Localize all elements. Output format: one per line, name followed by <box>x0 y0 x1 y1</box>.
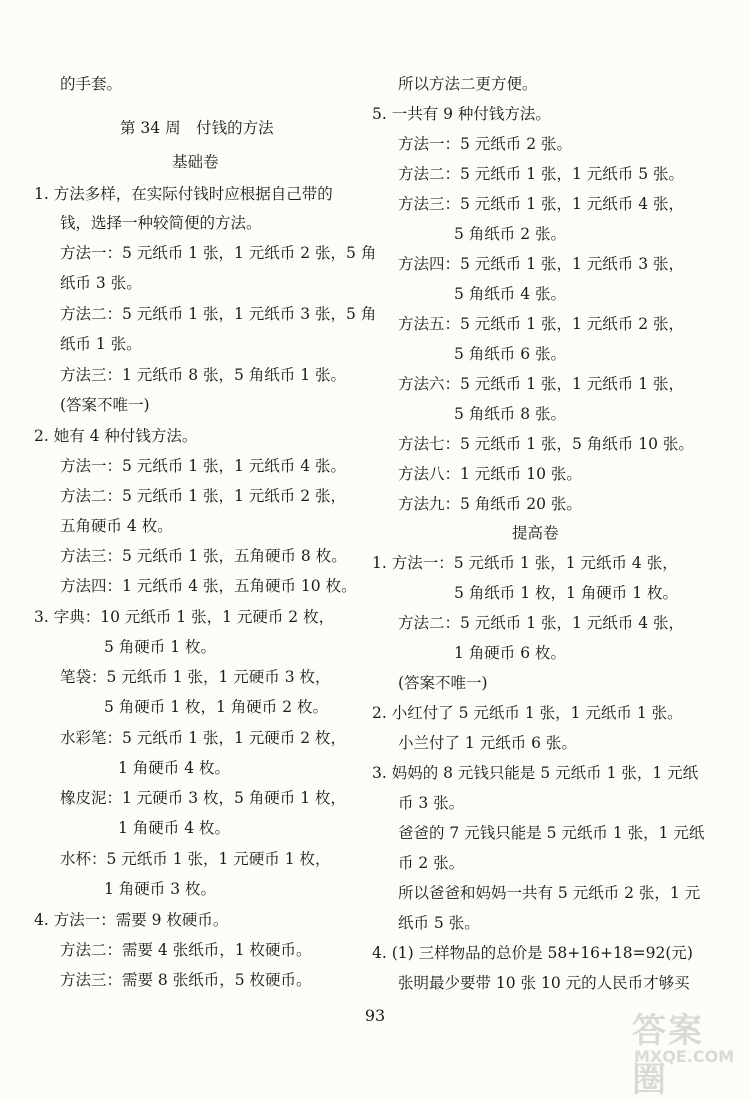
text-line: 方法二：5 元纸币 1 张，1 元纸币 3 张，5 角 <box>60 305 377 323</box>
text-line: 水彩笔：5 元纸币 1 张，1 元硬币 2 枚， <box>60 729 347 747</box>
text-line: 方法八：1 元纸币 10 张。 <box>398 465 582 483</box>
text-line: 第 34 周 付钱的方法 <box>120 119 274 137</box>
text-line: 钱，选择一种较简便的方法。 <box>60 214 262 232</box>
text-line: 水杯：5 元纸币 1 张，1 元硬币 1 枚， <box>60 850 331 868</box>
text-line: 张明最少要带 10 张 10 元的人民币才够买 <box>398 974 690 992</box>
text-line: 方法三：1 元纸币 8 张，5 角纸币 1 张。 <box>60 366 347 384</box>
text-line: 2. 小红付了 5 元纸币 1 张，1 元纸币 1 张。 <box>372 704 683 722</box>
text-line: 5 角纸币 6 张。 <box>454 345 567 363</box>
text-line: 币 2 张。 <box>398 854 465 872</box>
text-line: 币 3 张。 <box>398 794 465 812</box>
text-line: 方法六：5 元纸币 1 张，1 元纸币 1 张， <box>398 375 685 393</box>
text-line: 方法一：5 元纸币 1 张，1 元纸币 2 张，5 角 <box>60 244 377 262</box>
text-line: (答案不唯一) <box>398 674 488 692</box>
text-line: 方法一：5 元纸币 2 张。 <box>398 135 573 153</box>
text-line: (答案不唯一) <box>60 396 150 414</box>
text-line: 橡皮泥：1 元硬币 3 枚，5 角硬币 1 枚， <box>60 789 347 807</box>
text-line: 纸币 1 张。 <box>60 335 142 353</box>
text-line: 方法一：5 元纸币 1 张，1 元纸币 4 张。 <box>60 457 347 475</box>
text-line: 1 角硬币 4 枚。 <box>118 819 231 837</box>
text-line: 纸币 3 张。 <box>60 274 142 292</box>
text-line: 小兰付了 1 元纸币 6 张。 <box>398 734 577 752</box>
text-line: 方法三：5 元纸币 1 张，五角硬币 8 枚。 <box>60 547 347 565</box>
text-line: 所以爸爸和妈妈一共有 5 元纸币 2 张，1 元 <box>398 884 701 902</box>
text-line: 3. 妈妈的 8 元钱只能是 5 元纸币 1 张，1 元纸 <box>372 764 699 782</box>
text-line: 方法二：5 元纸币 1 张，1 元纸币 4 张， <box>398 614 685 632</box>
text-line: 方法四：5 元纸币 1 张，1 元纸币 3 张， <box>398 255 685 273</box>
page-number: 93 <box>364 1006 386 1025</box>
text-line: 方法四：1 元纸币 4 张，五角硬币 10 枚。 <box>60 577 357 595</box>
text-line: 的手套。 <box>60 75 123 93</box>
text-line: 1. 方法一：5 元纸币 1 张，1 元纸币 4 张， <box>372 554 678 572</box>
text-line: 5 角硬币 1 枚。 <box>104 638 217 656</box>
text-line: 5. 一共有 9 种付钱方法。 <box>372 105 551 123</box>
text-line: 5 角纸币 4 张。 <box>454 285 567 303</box>
text-line: 方法七：5 元纸币 1 张，5 角纸币 10 张。 <box>398 435 694 453</box>
text-line: 4. (1) 三样物品的总价是 58+16+18=92(元) <box>372 944 693 962</box>
text-line: 方法九：5 角纸币 20 张。 <box>398 495 582 513</box>
text-line: 2. 她有 4 种付钱方法。 <box>34 427 198 445</box>
text-line: 方法三：5 元纸币 1 张，1 元纸币 4 张， <box>398 195 685 213</box>
text-line: 3. 字典：10 元纸币 1 张，1 元硬币 2 枚， <box>34 608 335 626</box>
watermark-logo <box>626 1003 738 1100</box>
text-line: 1 角硬币 3 枚。 <box>104 880 217 898</box>
text-line: 方法三：需要 8 张纸币，5 枚硬币。 <box>60 971 312 989</box>
text-line: 方法五：5 元纸币 1 张，1 元纸币 2 张， <box>398 315 685 333</box>
text-line: 五角硬币 4 枚。 <box>60 517 173 535</box>
text-line: 方法二：需要 4 张纸币，1 枚硬币。 <box>60 941 312 959</box>
text-line: 方法二：5 元纸币 1 张，1 元纸币 5 张。 <box>398 165 685 183</box>
text-line: 纸币 5 张。 <box>398 914 480 932</box>
text-line: 1 角硬币 4 枚。 <box>118 759 231 777</box>
text-line: 5 角纸币 1 枚，1 角硬币 1 枚。 <box>454 584 679 602</box>
watermark-text: 答案圈 <box>632 1011 704 1100</box>
text-line: 基础卷 <box>172 153 219 171</box>
text-line: 4. 方法一：需要 9 枚硬币。 <box>34 911 229 929</box>
text-line: 5 角纸币 8 张。 <box>454 405 567 423</box>
text-line: 方法二：5 元纸币 1 张，1 元纸币 2 张， <box>60 487 347 505</box>
text-line: 爸爸的 7 元钱只能是 5 元纸币 1 张，1 元纸 <box>398 824 705 842</box>
text-line: 笔袋：5 元纸币 1 张，1 元硬币 3 枚， <box>60 668 331 686</box>
text-line: 提高卷 <box>512 524 559 542</box>
text-line: 1 角硬币 6 枚。 <box>454 644 567 662</box>
text-line: 1. 方法多样，在实际付钱时应根据自己带的 <box>34 185 333 203</box>
text-line: 5 角纸币 2 张。 <box>454 225 567 243</box>
watermark-url: MXQE.COM <box>634 1047 735 1066</box>
text-line: 所以方法二更方便。 <box>398 75 538 93</box>
text-line: 5 角硬币 1 枚，1 角硬币 2 枚。 <box>104 698 329 716</box>
